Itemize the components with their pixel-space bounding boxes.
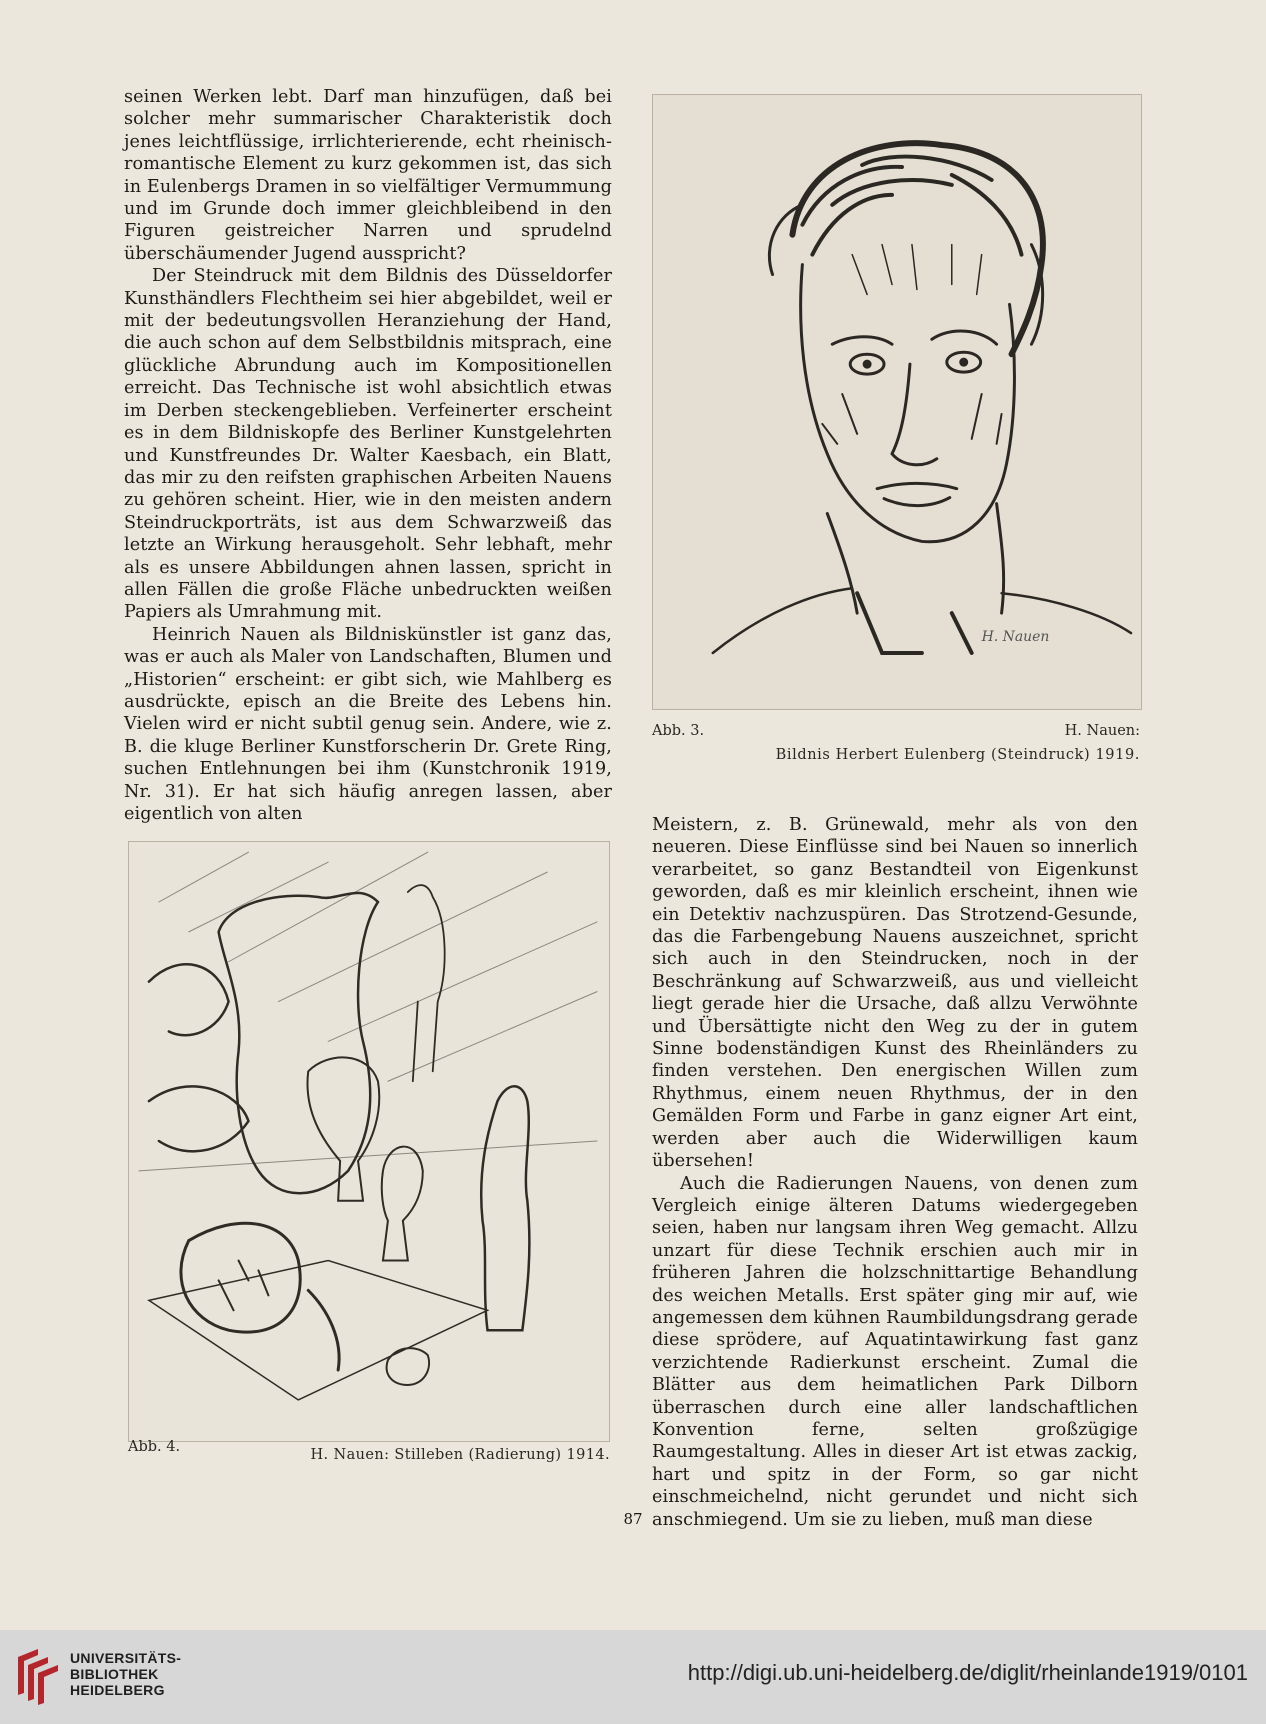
text-column-right	[652, 814, 1138, 1531]
portrait-drawing	[653, 95, 1141, 709]
library-name-line: BIBLIOTHEK	[70, 1666, 159, 1682]
library-footer	[0, 1630, 1266, 1724]
paragraph: seinen Werken lebt. Darf man hinzufügen, daß bei solcher mehr summarischer Charakteristik doch jenes leichtflüssige, irrlichterierende, echt rheinisch-romantische Element zu kurz gekommen ist, das sich in Eulenbergs Dramen in so vielfältiger Vermummung und im Grunde doch immer gleichbleibend in den Figuren geistreicher Narren und sprudelnd überschäumender Jugend ausspricht?	[124, 87, 612, 264]
source-url-link[interactable]: http://digi.ub.uni-heidelberg.de/diglit/rheinlande1919/0101	[687, 1660, 1248, 1685]
figure-label: Abb. 4.	[128, 1439, 181, 1455]
artist-signature: H. Nauen	[981, 629, 1050, 646]
figure-portrait-lithograph	[652, 94, 1142, 710]
library-name-line: UNIVERSITÄTS-	[70, 1650, 182, 1666]
paragraph: Meistern, z. B. Grünewald, mehr als von den neueren. Diese Einflüsse sind bei Nauen so innerlich verarbeitet, so ganz Bestandteil von Eigenkunst geworden, daß es mir kleinlich erscheint, ihnen wie ein Detektiv nachzuspüren. Das Strotzend-Gesunde, das die Farbengebung Nauens auszeichnet, spricht sich auch in den Steindrucken, noch in der Beschränkung auf Schwarzweiß, aus und vielleicht liegt gerade hier die Ursache, daß allzu Verwöhnte und Übersättigte nicht den Weg zu der in gutem Sinne bodenständigen Kunst des Rheinländers zu finden verstehen. Den energischen Willen zum Rhythmus, einem neuen Rhythmus, der in den Gemälden Form und Farbe in ganz eigner Art eint, werden aber auch die Widerwilligen kaum übersehen!	[652, 815, 1138, 1172]
paragraph: Der Steindruck mit dem Bildnis des Düsseldorfer Kunsthändlers Flechtheim sei hier abgebildet, weil er mit der bedeutungsvollen Heranziehung der Hand, die auch schon auf dem Selbstbildnis mitsprach, eine glückliche Abrundung auch im Kompositionellen erreicht. Das Technische ist wohl absichtlich etwas im Derben steckengeblieben. Verfeinerter erscheint es in dem Bildniskopfe des Berliner Kunstgelehrten und Kunstfreundes Dr. Walter Kaesbach, ein Blatt, das mir zu den reifsten graphischen Arbeiten Nauens zu gehören scheint. Hier, wie in den meisten andern Steindruckporträts, ist aus dem Schwarzweiß das letzte an Wirkung herausgeholt. Sehr lebhaft, mehr als es unsere Abbildungen ahnen lassen, spricht in allen Fällen die große Fläche unbedruckten weißen Papiers als Umrahmung mit.	[124, 266, 612, 623]
figure-caption: H. Nauen: Stilleben (Radierung) 1914.	[310, 1447, 610, 1463]
library-name-line: HEIDELBERG	[70, 1682, 165, 1698]
text-column-left	[124, 86, 612, 825]
page-number: 87	[623, 1510, 643, 1528]
paragraph: Heinrich Nauen als Bildniskünstler ist ganz das, was er auch als Maler von Landschaften, Blumen und „Historien“ erscheint: er gibt sich, wie Mahlberg es ausdrückte, episch an die Breite des Lebens hin. Vielen wird er nicht subtil genug sein. Andere, wie z. B. die kluge Berliner Kunstforscherin Dr. Grete Ring, suchen Entlehnungen bei ihm (Kunstchronik 1919, Nr. 31). Er hat sich häufig anregen lassen, aber eigentlich von alten	[124, 624, 612, 824]
figure-still-life-etching	[128, 841, 610, 1442]
figure-caption: Bildnis Herbert Eulenberg (Steindruck) 1919.	[775, 747, 1140, 763]
library-logo-icon	[12, 1647, 66, 1705]
paragraph: Auch die Radierungen Nauens, von denen zum Vergleich einige älteren Datums wiedergegeben seien, haben nur langsam ihren Weg gemacht. Allzu unzart für diese Technik erschien auch mir in früheren Jahren die holzschnittartige Behandlung des weichen Metalls. Erst später ging mir auf, wie angemessen dem kühnen Raumbildungsdrang gerade diese sprödere, auf Aquatintawirkung fast ganz verzichtende Radierkunst erscheint. Zumal die Blätter aus dem heimatlichen Park Dilborn überraschen durch eine aller landschaftlichen Konvention ferne, selten großzügige Raumgestaltung. Alles in dieser Art ist etwas zackig, hart und spitz in der Form, so gar nicht einschmeichelnd, nicht gerundet und nicht sich anschmiegend. Um sie zu lieben, muß man diese	[652, 1173, 1139, 1530]
still-life-drawing	[129, 842, 609, 1441]
figure-label: Abb. 3.	[652, 723, 705, 739]
figure-artist: H. Nauen:	[1064, 723, 1140, 739]
library-name	[70, 1650, 181, 1698]
